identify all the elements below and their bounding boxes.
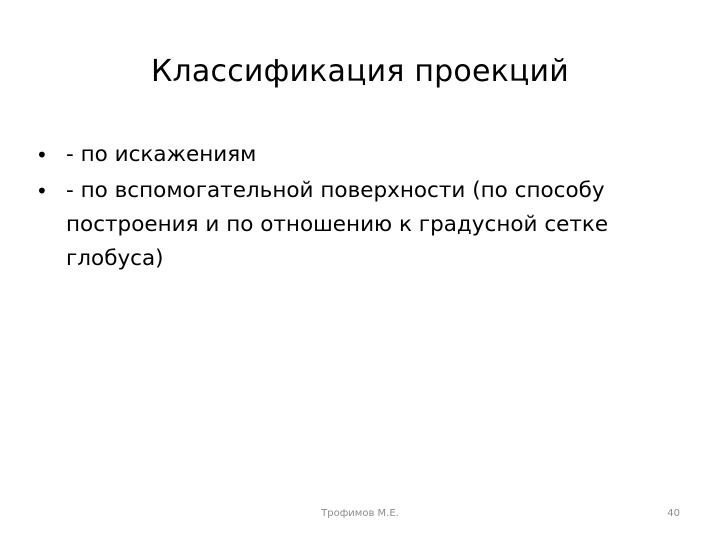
bullet-item <box>36 174 656 276</box>
bullet-marker: • <box>36 143 48 167</box>
bullet-list <box>36 138 656 278</box>
bullet-item <box>36 138 656 172</box>
footer-author: Трофимов М.Е. <box>321 508 399 519</box>
page-number: 40 <box>667 508 680 519</box>
bullet-marker: • <box>36 179 48 203</box>
bullet-text: - по искажениям <box>66 142 257 167</box>
bullet-text: - по вспомогательной поверхности (по способу построения и по отношению к градусной сетке глобуса) <box>66 178 609 271</box>
slide-title: Классификация проекций <box>151 54 569 89</box>
